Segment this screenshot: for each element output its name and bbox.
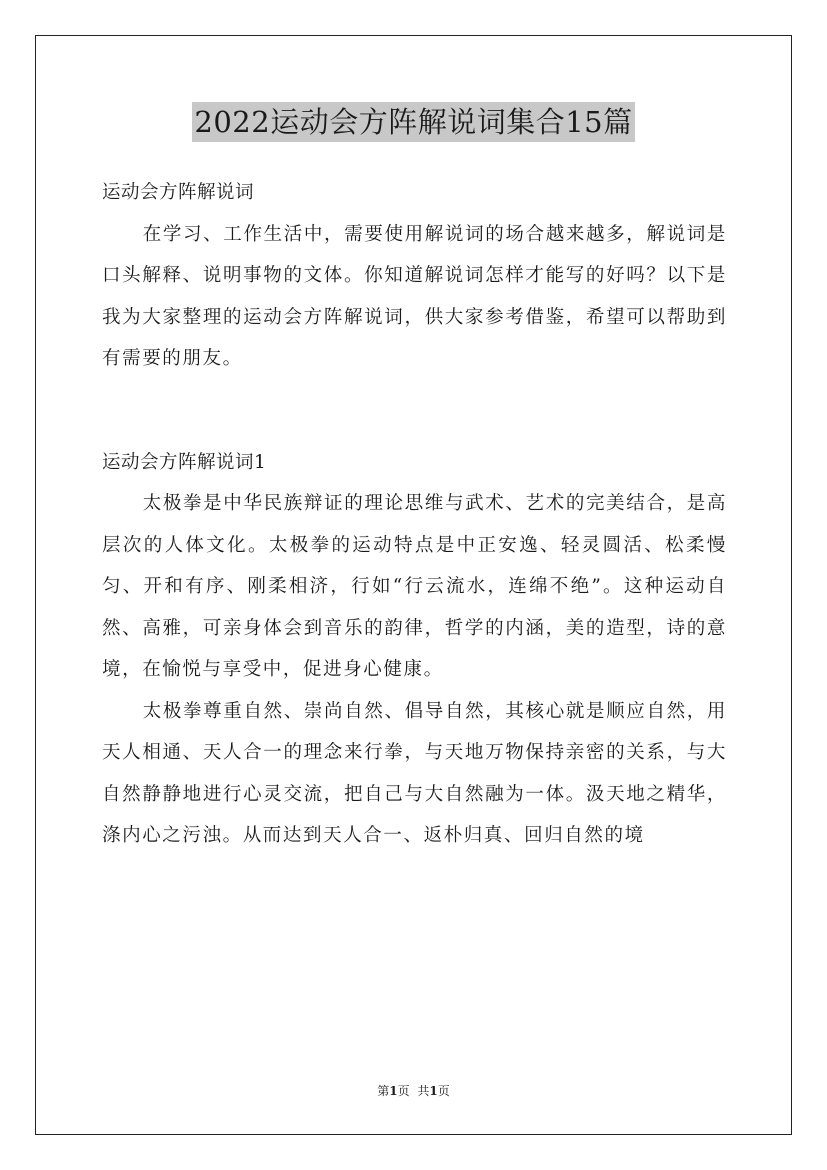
page-prefix: 第	[377, 1084, 390, 1098]
total-suffix: 页	[437, 1084, 450, 1098]
section-paragraph: 太极拳尊重自然、崇尚自然、倡导自然，其核心就是顺应自然，用天人相通、天人合一的理念来行拳，与天地万物保持亲密的关系，与大自然静静地进行心灵交流，把自己与大自然融为一体。汲天地之精华，涤内心之污浊。从而达到天人合一、返朴归真、回归自然的境	[102, 700, 727, 846]
document-body	[102, 172, 727, 857]
title-container	[0, 102, 827, 142]
section-paragraph: 太极拳是中华民族辩证的理论思维与武术、艺术的完美结合，是高层次的人体文化。太极拳的运动特点是中正安逸、轻灵圆活、松柔慢匀、开和有序、刚柔相济，行如“行云流水，连绵不绝”。这种运动自然、高雅，可亲身体会到音乐的韵律，哲学的内涵，美的造型，诗的意境，在愉悦与享受中，促进身心健康。	[102, 493, 727, 680]
page-current: 1	[389, 1084, 398, 1098]
page-suffix: 页	[397, 1084, 410, 1098]
total-prefix: 共	[417, 1084, 430, 1098]
intro-paragraph: 在学习、工作生活中，需要使用解说词的场合越来越多，解说词是口头解释、说明事物的文体。你知道解说词怎样才能写的好吗？以下是我为大家整理的运动会方阵解说词，供大家参考借鉴，希望可以帮助到有需要的朋友。	[102, 223, 727, 369]
section-heading: 运动会方阵解说词1	[102, 451, 267, 473]
intro-heading: 运动会方阵解说词	[102, 182, 255, 203]
document-title: 2022运动会方阵解说词集合15篇	[192, 102, 634, 142]
page-total: 1	[429, 1084, 438, 1098]
section-spacer	[102, 380, 727, 442]
page-footer	[0, 1083, 827, 1099]
